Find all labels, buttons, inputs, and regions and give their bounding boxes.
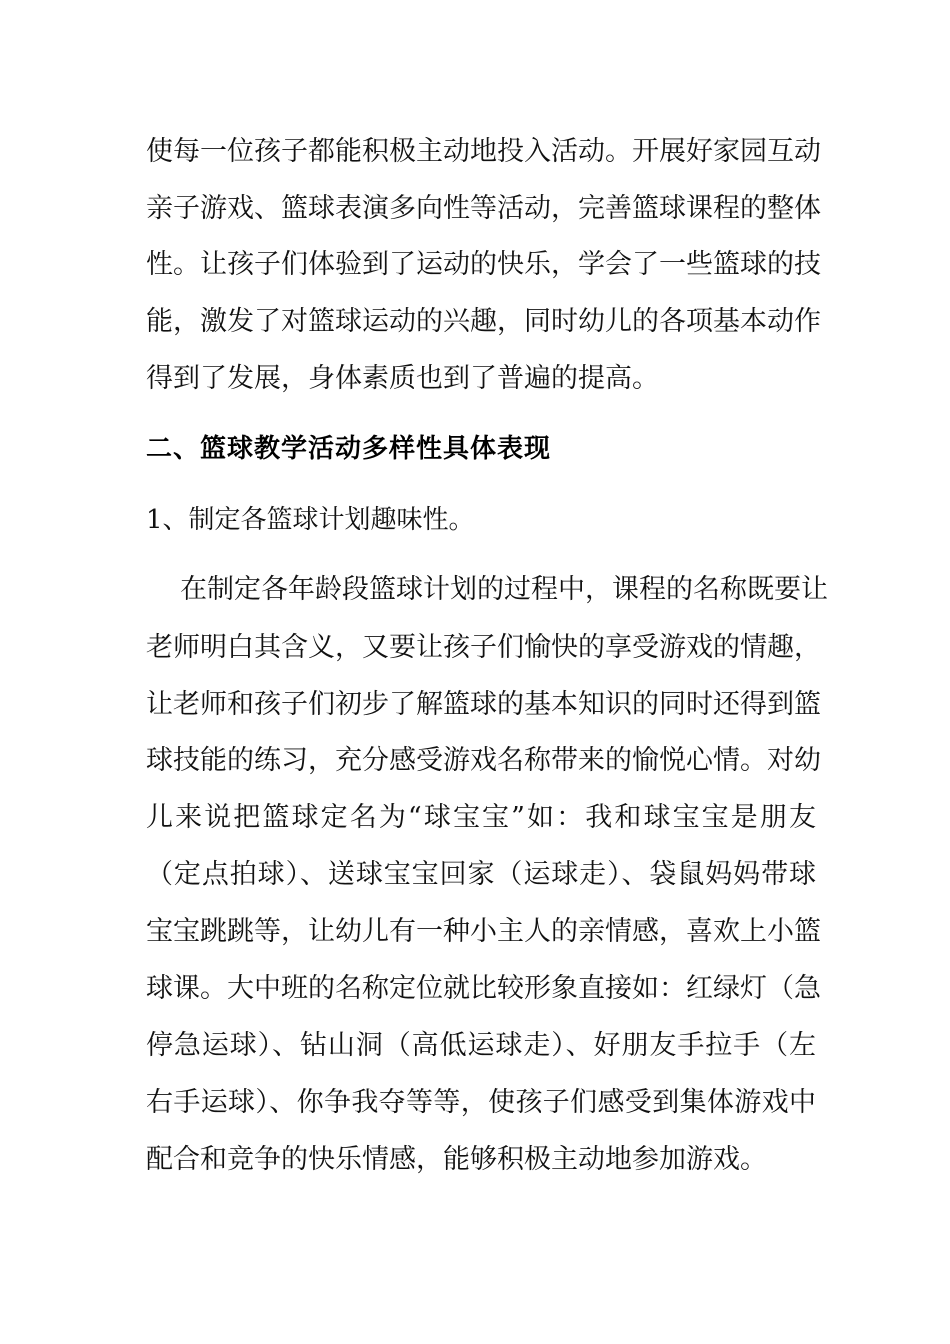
paragraph-2-line-11: 配合和竞争的快乐情感，能够积极主动地参加游戏。 (146, 1144, 767, 1175)
paragraph-2-line-7: 宝宝跳跳等，让幼儿有一种小主人的亲情感，喜欢上小篮 (146, 916, 821, 947)
paragraph-1-line-4: 能，激发了对篮球运动的兴趣，同时幼儿的各项基本动作 (146, 306, 821, 337)
section-heading: 二、篮球教学活动多样性具体表现 (146, 434, 552, 464)
paragraph-2-line-2: 老师明白其含义，又要让孩子们愉快的享受游戏的情趣， (146, 632, 821, 663)
paragraph-2-line-6: （定点拍球）、送球宝宝回家（运球走）、袋鼠妈妈带球 (146, 859, 816, 890)
paragraph-2-line-8: 球课。大中班的名称定位就比较形象直接如：红绿灯（急 (146, 973, 821, 1004)
paragraph-1-line-5: 得到了发展，身体素质也到了普遍的提高。 (146, 363, 659, 394)
paragraph-2-line-9: 停急运球）、钻山洞（高低运球走）、好朋友手拉手（左 (146, 1030, 816, 1061)
paragraph-2-line-1: 在制定各年龄段篮球计划的过程中，课程的名称既要让 (180, 574, 828, 605)
paragraph-2-line-3: 让老师和孩子们初步了解篮球的基本知识的同时还得到篮 (146, 689, 821, 720)
list-item-1: 1、制定各篮球计划趣味性。 (146, 505, 475, 535)
paragraph-2-line-5: 儿来说把篮球定名为“球宝宝”如：我和球宝宝是朋友 (146, 802, 816, 833)
paragraph-1-line-2: 亲子游戏、篮球表演多向性等活动，完善篮球课程的整体 (146, 193, 821, 224)
paragraph-2-line-4: 球技能的练习，充分感受游戏名称带来的愉悦心情。对幼 (146, 745, 821, 776)
paragraph-2-line-10: 右手运球）、你争我夺等等，使孩子们感受到集体游戏中 (146, 1087, 816, 1118)
paragraph-1-line-3: 性。让孩子们体验到了运动的快乐，学会了一些篮球的技 (146, 249, 821, 280)
paragraph-1-line-1: 使每一位孩子都能积极主动地投入活动。开展好家园互动 (146, 136, 821, 167)
